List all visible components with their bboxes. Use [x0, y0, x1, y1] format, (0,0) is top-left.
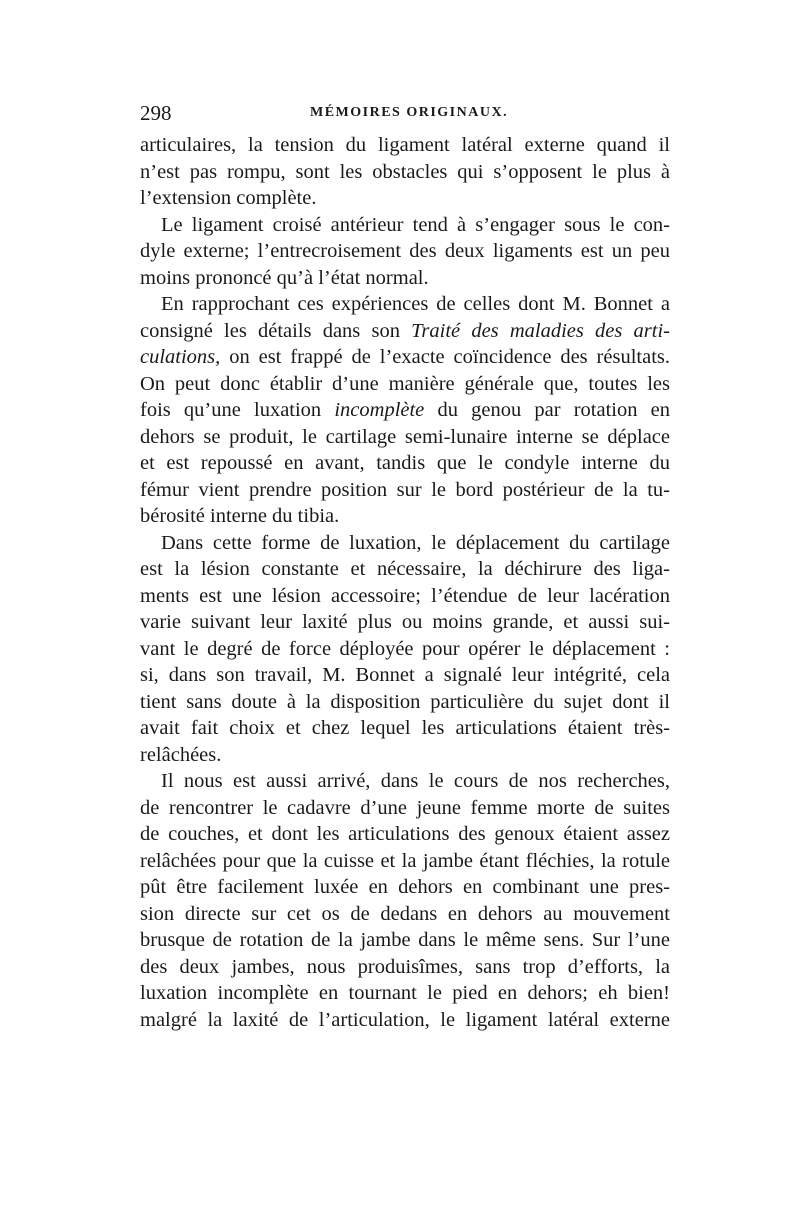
text-line: dehors se produit, le cartilage semi-lunaire interne se déplace: [140, 425, 670, 448]
text-line: des deux jambes, nous produisîmes, sans trop d’efforts, la: [140, 955, 670, 978]
text-line: luxation incomplète en tournant le pied en dehors; eh bien!: [140, 982, 670, 1004]
book-page: [140, 98, 670, 1033]
text-line: Le ligament croisé antérieur tend à s’engager sous le con-: [161, 213, 670, 236]
text-line: articulaires, la tension du ligament latéral externe quand il: [140, 134, 670, 156]
text-line: l’extension complète.: [140, 187, 317, 209]
text-line: fémur vient prendre position sur le bord postérieur de la tu-: [140, 478, 670, 501]
text-line: relâchées.: [140, 743, 222, 766]
text-line: bérosité interne du tibia.: [140, 505, 340, 527]
text-line: [140, 318, 670, 345]
text-line: pût être facilement luxée en dehors en combinant une pres-: [140, 876, 670, 898]
text-line: sion directe sur cet os de dedans en dehors au mouvement: [140, 902, 670, 925]
text-line: En rapprochant ces expériences de celles dont M. Bonnet a: [161, 293, 670, 315]
italic-text: culations,: [140, 346, 221, 368]
text-segment: consigné les détails dans son: [140, 319, 412, 342]
italic-text: incomplète: [334, 399, 425, 421]
running-head: MÉMOIRES ORIGINAUX.: [310, 105, 509, 120]
text-line: avait fait choix et chez lequel les articulations étaient très-: [140, 717, 670, 739]
text-line: vant le degré de force déployée pour opérer le déplacement :: [140, 637, 670, 660]
text-line: n’est pas rompu, sont les obstacles qui s’opposent le plus à: [140, 160, 670, 183]
page-number: 298: [140, 101, 172, 125]
text-line: Il nous est aussi arrivé, dans le cours de nos recherches,: [161, 770, 670, 792]
text-line: Dans cette forme de luxation, le déplacement du cartilage: [161, 531, 670, 554]
text-segment: du genou par rotation en: [424, 399, 670, 421]
text-line: tient sans doute à la disposition particulière du sujet dont il: [140, 690, 670, 713]
text-line: de rencontrer le cadavre d’une jeune femme morte de suites: [140, 796, 670, 819]
text-line: est la lésion constante et nécessaire, la déchirure des liga-: [140, 558, 670, 580]
text-line: moins prononcé qu’à l’état normal.: [140, 266, 429, 289]
text-line: si, dans son travail, M. Bonnet a signalé leur intégrité, cela: [140, 664, 670, 686]
text-line: de couches, et dont les articulations des genoux étaient assez: [140, 823, 670, 845]
text-line: [140, 397, 670, 424]
text-line: et est repoussé en avant, tandis que le condyle interne du: [140, 452, 670, 474]
text-line: [140, 344, 670, 371]
text-segment: fois qu’une luxation: [140, 399, 335, 421]
text-line: brusque de rotation de la jambe dans le même sens. Sur l’une: [140, 929, 670, 951]
italic-text: Traité des maladies des arti-: [411, 319, 670, 342]
text-line: ments est une lésion accessoire; l’étendue de leur lacération: [140, 584, 670, 607]
page-header: [140, 98, 670, 128]
body-text: [140, 132, 670, 1033]
text-line: relâchées pour que la cuisse et la jambe étant fléchies, la rotule: [140, 849, 670, 872]
text-line: On peut donc établir d’une manière générale que, toutes les: [140, 372, 670, 395]
text-line: dyle externe; l’entrecroisement des deux ligaments est un peu: [140, 240, 670, 262]
text-line: malgré la laxité de l’articulation, le ligament latéral externe: [140, 1008, 670, 1031]
text-segment: on est frappé de l’exacte coïncidence des résultats.: [220, 346, 670, 368]
text-line: varie suivant leur laxité plus ou moins grande, et aussi sui-: [140, 611, 670, 633]
